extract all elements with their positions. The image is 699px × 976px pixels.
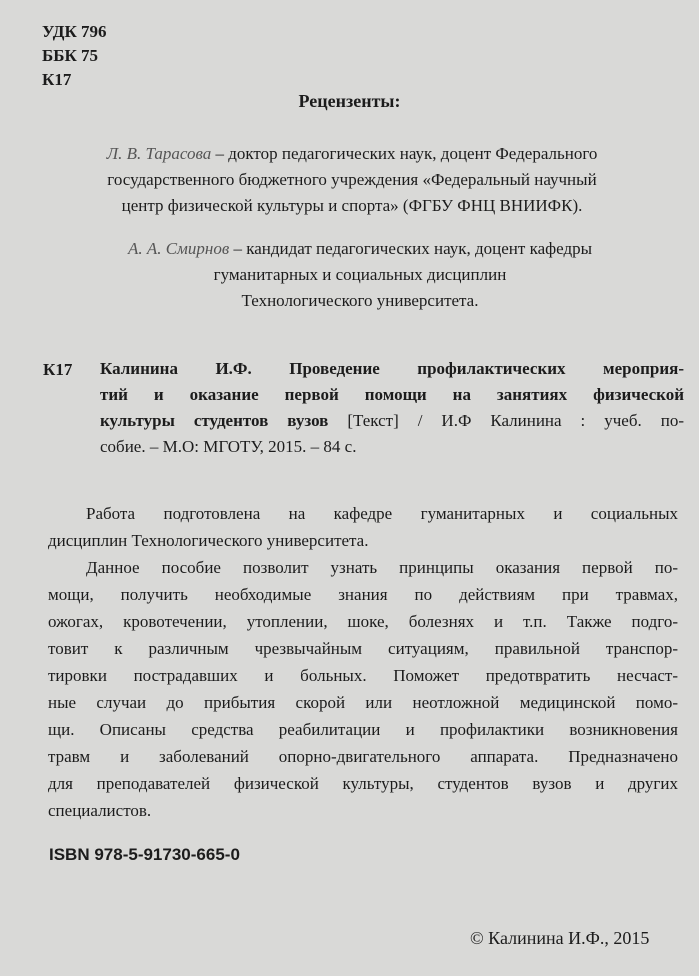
reviewer-2-line-1: А. А. Смирнов – кандидат педагогических наук, доцент кафедры bbox=[127, 239, 593, 258]
biblio-line-1: Калинина И.Ф. Проведение профилактических мероприя- bbox=[100, 359, 684, 378]
abstract-line: щи. Описаны средства реабилитации и профилактики возникновения bbox=[48, 720, 678, 739]
reviewer-1-line-3: центр физической культуры и спорта» (ФГБУ ФНЦ ВНИИФК). bbox=[121, 196, 583, 215]
abstract-line: дисциплин Технологического университета. bbox=[48, 531, 369, 550]
udk-code: УДК 796 bbox=[42, 22, 107, 41]
reviewer-2 bbox=[60, 236, 660, 314]
abstract-line: Данное пособие позволит узнать принципы оказания первой по- bbox=[86, 558, 678, 577]
reviewers-heading: Рецензенты: bbox=[298, 91, 401, 111]
abstract-line: ожогах, кровотечении, утоплении, шоке, болезнях и т.п. Также подго- bbox=[48, 612, 678, 631]
reviewer-2-name: А. А. Смирнов bbox=[127, 239, 230, 258]
reviewer-1-name: Л. В. Тарасова bbox=[106, 144, 212, 163]
abstract-line: мощи, получить необходимые знания по действиям при травмах, bbox=[48, 585, 678, 604]
reviewer-2-line-3: Технологического университета. bbox=[241, 291, 479, 310]
reviewer-1 bbox=[46, 141, 658, 219]
bibliographic-record bbox=[100, 356, 684, 460]
abstract bbox=[48, 500, 678, 824]
reviewer-1-line-1: Л. В. Тарасова – доктор педагогических наук, доцент Федерального bbox=[106, 144, 598, 163]
biblio-line-3: культуры студентов вузов [Текст] / И.Ф Калинина : учеб. по- bbox=[100, 411, 684, 430]
classification-codes bbox=[42, 20, 107, 92]
abstract-line: травм и заболеваний опорно-двигательного аппарата. Предназначено bbox=[48, 747, 678, 766]
abstract-line: товит к различным чрезвычайным ситуациям, правильной транспор- bbox=[48, 639, 678, 658]
reviewer-2-line-2: гуманитарных и социальных дисциплин bbox=[213, 265, 507, 284]
reviewer-1-line-2: государственного бюджетного учреждения «Федеральный научный bbox=[107, 170, 597, 189]
biblio-line-2: тий и оказание первой помощи на занятиях физической bbox=[100, 385, 684, 404]
abstract-line: ные случаи до прибытия скорой или неотложной медицинской помо- bbox=[48, 693, 678, 712]
bbk-code: ББК 75 bbox=[42, 46, 99, 65]
biblio-line-4: собие. – М.О: МГОТУ, 2015. – 84 с. bbox=[100, 437, 357, 456]
abstract-line: специалистов. bbox=[48, 801, 152, 820]
isbn: ISBN 978-5-91730-665-0 bbox=[49, 845, 240, 864]
abstract-line: для преподавателей физической культуры, студентов вузов и других bbox=[48, 774, 678, 793]
author-mark: К17 bbox=[42, 70, 72, 89]
abstract-line: тировки пострадавших и больных. Поможет предотвратить несчаст- bbox=[48, 666, 678, 685]
copyright: © Калинина И.Ф., 2015 bbox=[470, 928, 650, 948]
biblio-code: К17 bbox=[43, 360, 73, 379]
abstract-line: Работа подготовлена на кафедре гуманитарных и социальных bbox=[86, 504, 678, 523]
